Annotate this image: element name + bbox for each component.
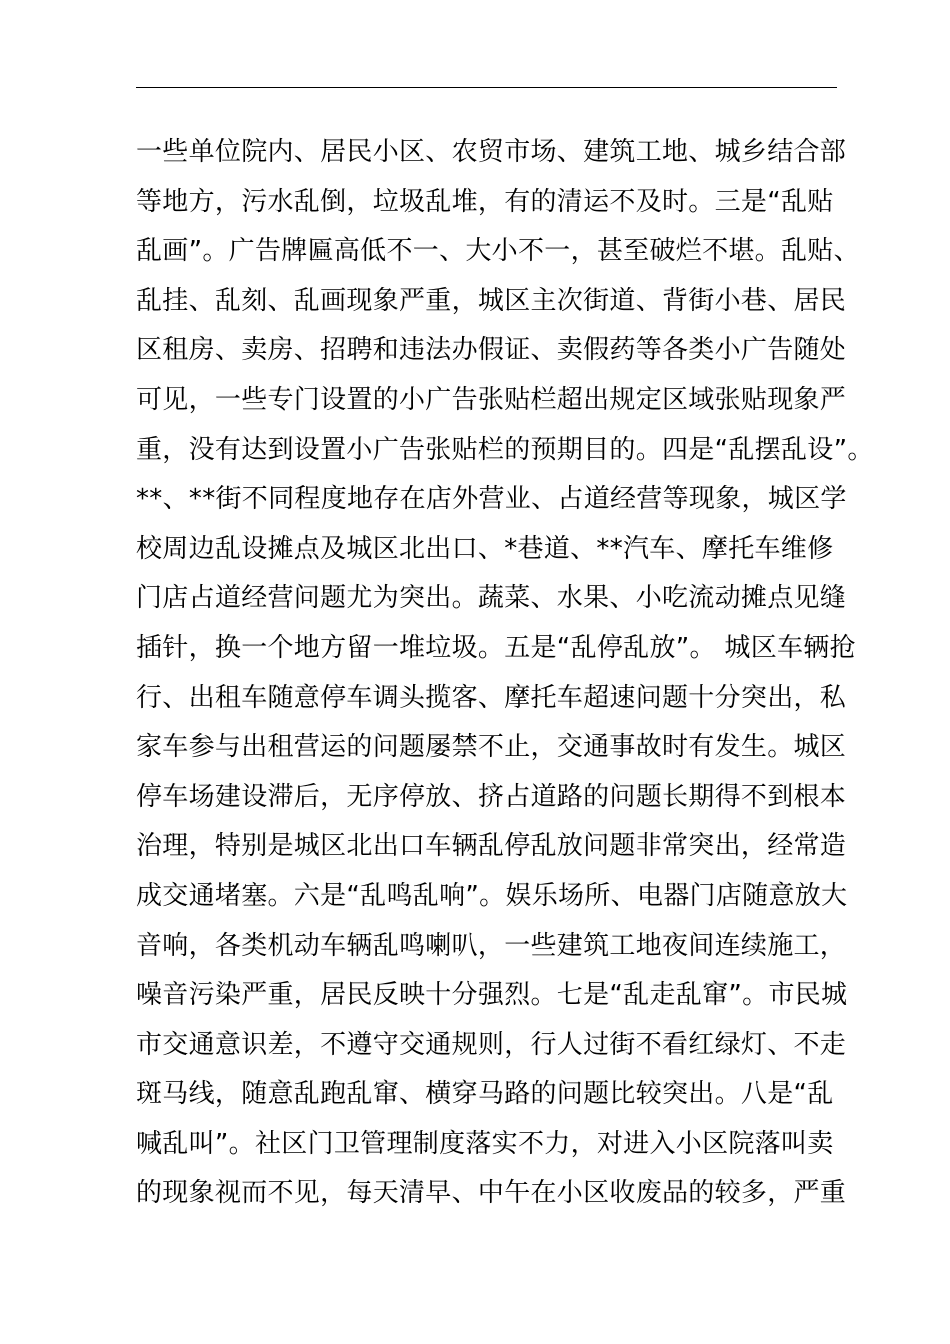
- text-line: 插针，换一个地方留一堆垃圾。五是“乱停乱放”。 城区车辆抢: [136, 632, 856, 663]
- text-line: 的现象视而不见，每天清早、中午在小区收废品的较多，严重: [136, 1178, 847, 1209]
- text-line: 重，没有达到设置小广告张贴栏的预期目的。四是“乱摆乱设”。: [136, 434, 874, 465]
- text-line: 行、出租车随意停车调头揽客、摩托车超速问题十分突出，私: [136, 682, 847, 713]
- text-line: 斑马线，随意乱跑乱窜、横穿马路的问题比较突出。八是“乱: [136, 1079, 834, 1110]
- body-text: [136, 128, 874, 1219]
- text-line: 家车参与出租营运的问题屡禁不止，交通事故时有发生。城区: [136, 732, 847, 763]
- text-line: **、**街不同程度地存在店外营业、占道经营等现象，城区学: [136, 484, 847, 515]
- header-rule: [136, 87, 837, 88]
- text-line: 等地方，污水乱倒，垃圾乱堆，有的清运不及时。三是“乱贴: [136, 186, 834, 217]
- text-line: 治理，特别是城区北出口车辆乱停乱放问题非常突出，经常造: [136, 831, 847, 862]
- text-line: 区租房、卖房、招聘和违法办假证、卖假药等各类小广告随处: [136, 335, 847, 366]
- text-line: 停车场建设滞后，无序停放、挤占道路的问题长期得不到根本: [136, 781, 847, 812]
- text-line: 乱画”。广告牌匾高低不一、大小不一，甚至破烂不堪。乱贴、: [136, 236, 860, 267]
- text-line: 噪音污染严重，居民反映十分强烈。七是“乱走乱窜”。市民城: [136, 980, 848, 1011]
- text-line: 校周边乱设摊点及城区北出口、*巷道、**汽车、摩托车维修: [136, 533, 834, 564]
- text-line: 音响，各类机动车辆乱鸣喇叭，一些建筑工地夜间连续施工，: [136, 930, 847, 961]
- text-line: 市交通意识差，不遵守交通规则，行人过街不看红绿灯、不走: [136, 1029, 847, 1060]
- text-line: 成交通堵塞。六是“乱鸣乱响”。娱乐场所、电器门店随意放大: [136, 880, 848, 911]
- text-line: 可见，一些专门设置的小广告张贴栏超出规定区域张贴现象严: [136, 384, 847, 415]
- text-line: 一些单位院内、居民小区、农贸市场、建筑工地、城乡结合部: [136, 137, 847, 167]
- text-line: 乱挂、乱刻、乱画现象严重，城区主次街道、背街小巷、居民: [136, 285, 847, 316]
- text-line: 喊乱叫”。社区门卫管理制度落实不力，对进入小区院落叫卖: [136, 1128, 834, 1159]
- text-line: 门店占道经营问题尤为突出。蔬菜、水果、小吃流动摊点见缝: [136, 583, 847, 614]
